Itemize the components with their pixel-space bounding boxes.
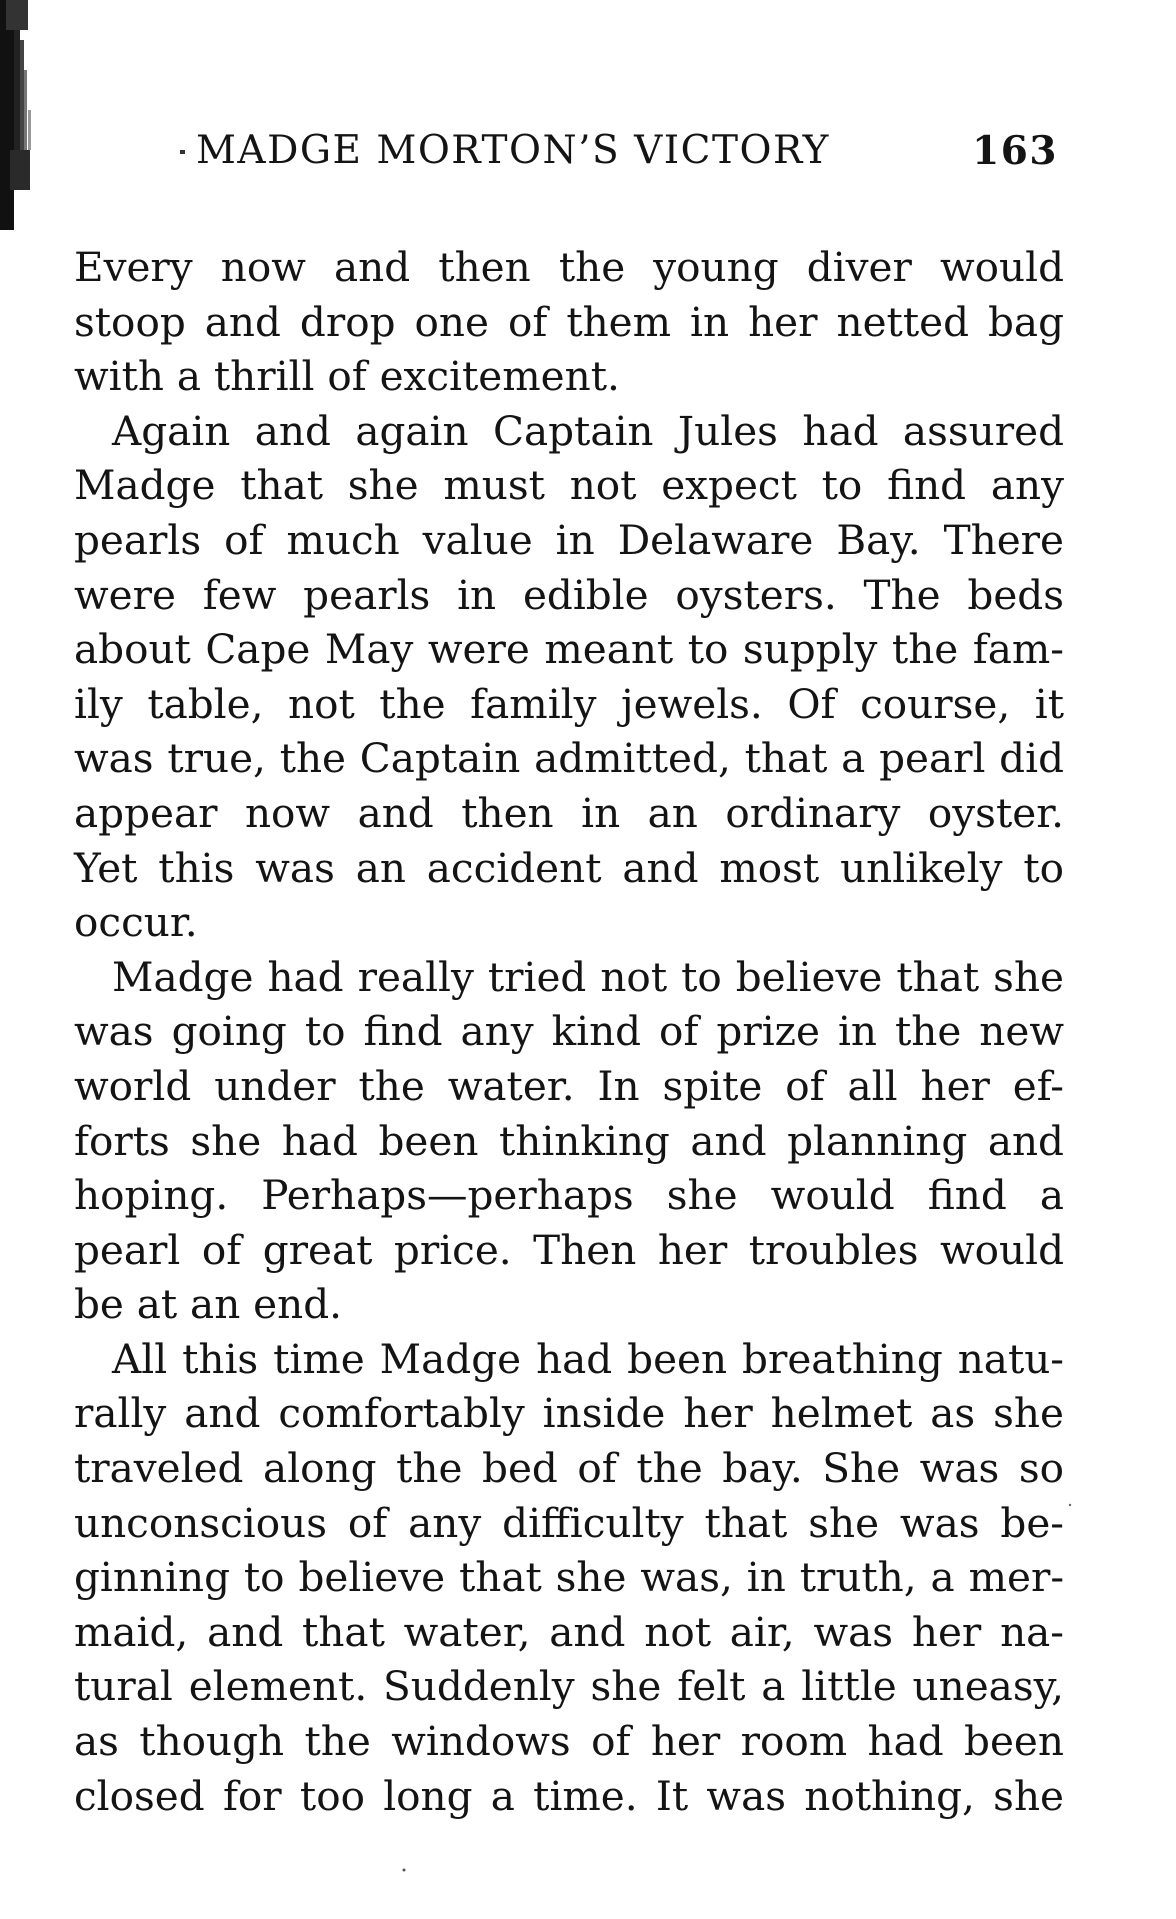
text-line: Yet this was an accident and most unlikely to bbox=[74, 843, 1064, 892]
text-line: traveled along the bed of the bay. She was so bbox=[74, 1444, 1064, 1493]
text-line: unconscious of any difficulty that she was be- bbox=[74, 1498, 1064, 1547]
text-line: closed for too long a time. It was nothing, she bbox=[74, 1771, 1064, 1820]
text-line: was true, the Captain admitted, that a pearl did bbox=[74, 734, 1064, 783]
text-line: with a thrill of excitement. bbox=[74, 352, 620, 401]
text-line: stoop and drop one of them in her netted bag bbox=[74, 297, 1064, 346]
text-line: was going to find any kind of prize in the new bbox=[74, 1007, 1064, 1056]
paragraph bbox=[74, 404, 1064, 950]
running-title: MADGE MORTON’S VICTORY bbox=[196, 128, 830, 173]
paragraph bbox=[74, 950, 1064, 1332]
text-line: All this time Madge had been breathing natu- bbox=[112, 1334, 1064, 1383]
text-line: as though the windows of her room had been bbox=[74, 1717, 1064, 1766]
body-text bbox=[74, 240, 1064, 1823]
running-header bbox=[186, 128, 1058, 188]
text-line: Again and again Captain Jules had assured bbox=[112, 406, 1064, 455]
text-line: hoping. Perhaps—perhaps she would find a bbox=[74, 1171, 1064, 1220]
text-line: forts she had been thinking and planning and bbox=[74, 1116, 1064, 1165]
paragraph bbox=[74, 1332, 1064, 1823]
text-line: pearl of great price. Then her troubles would bbox=[74, 1225, 1064, 1274]
text-line: ily table, not the family jewels. Of course, it bbox=[74, 679, 1064, 728]
text-line: about Cape May were meant to supply the fam- bbox=[74, 625, 1064, 674]
page-number: 163 bbox=[972, 128, 1058, 174]
text-line: Madge that she must not expect to find any bbox=[74, 461, 1064, 510]
text-line: be at an end. bbox=[74, 1280, 343, 1329]
text-line: ginning to believe that she was, in truth, a mer- bbox=[74, 1553, 1064, 1602]
text-line: were few pearls in edible oysters. The beds bbox=[74, 570, 1064, 619]
text-line: maid, and that water, and not air, was her na- bbox=[74, 1607, 1064, 1656]
text-line: occur. bbox=[74, 898, 198, 947]
text-line: Every now and then the young diver would bbox=[74, 243, 1064, 291]
header-mark bbox=[180, 150, 185, 154]
paragraph bbox=[74, 240, 1064, 404]
binding-edge-mark bbox=[0, 0, 36, 230]
text-line: world under the water. In spite of all her ef- bbox=[74, 1061, 1064, 1110]
text-line: rally and comfortably inside her helmet as she bbox=[74, 1389, 1064, 1438]
text-line: tural element. Suddenly she felt a little uneasy, bbox=[74, 1662, 1064, 1711]
text-line: Madge had really tried not to believe that she bbox=[112, 952, 1064, 1001]
text-line: appear now and then in an ordinary oyster. bbox=[74, 788, 1064, 837]
text-line: pearls of much value in Delaware Bay. There bbox=[74, 515, 1064, 564]
